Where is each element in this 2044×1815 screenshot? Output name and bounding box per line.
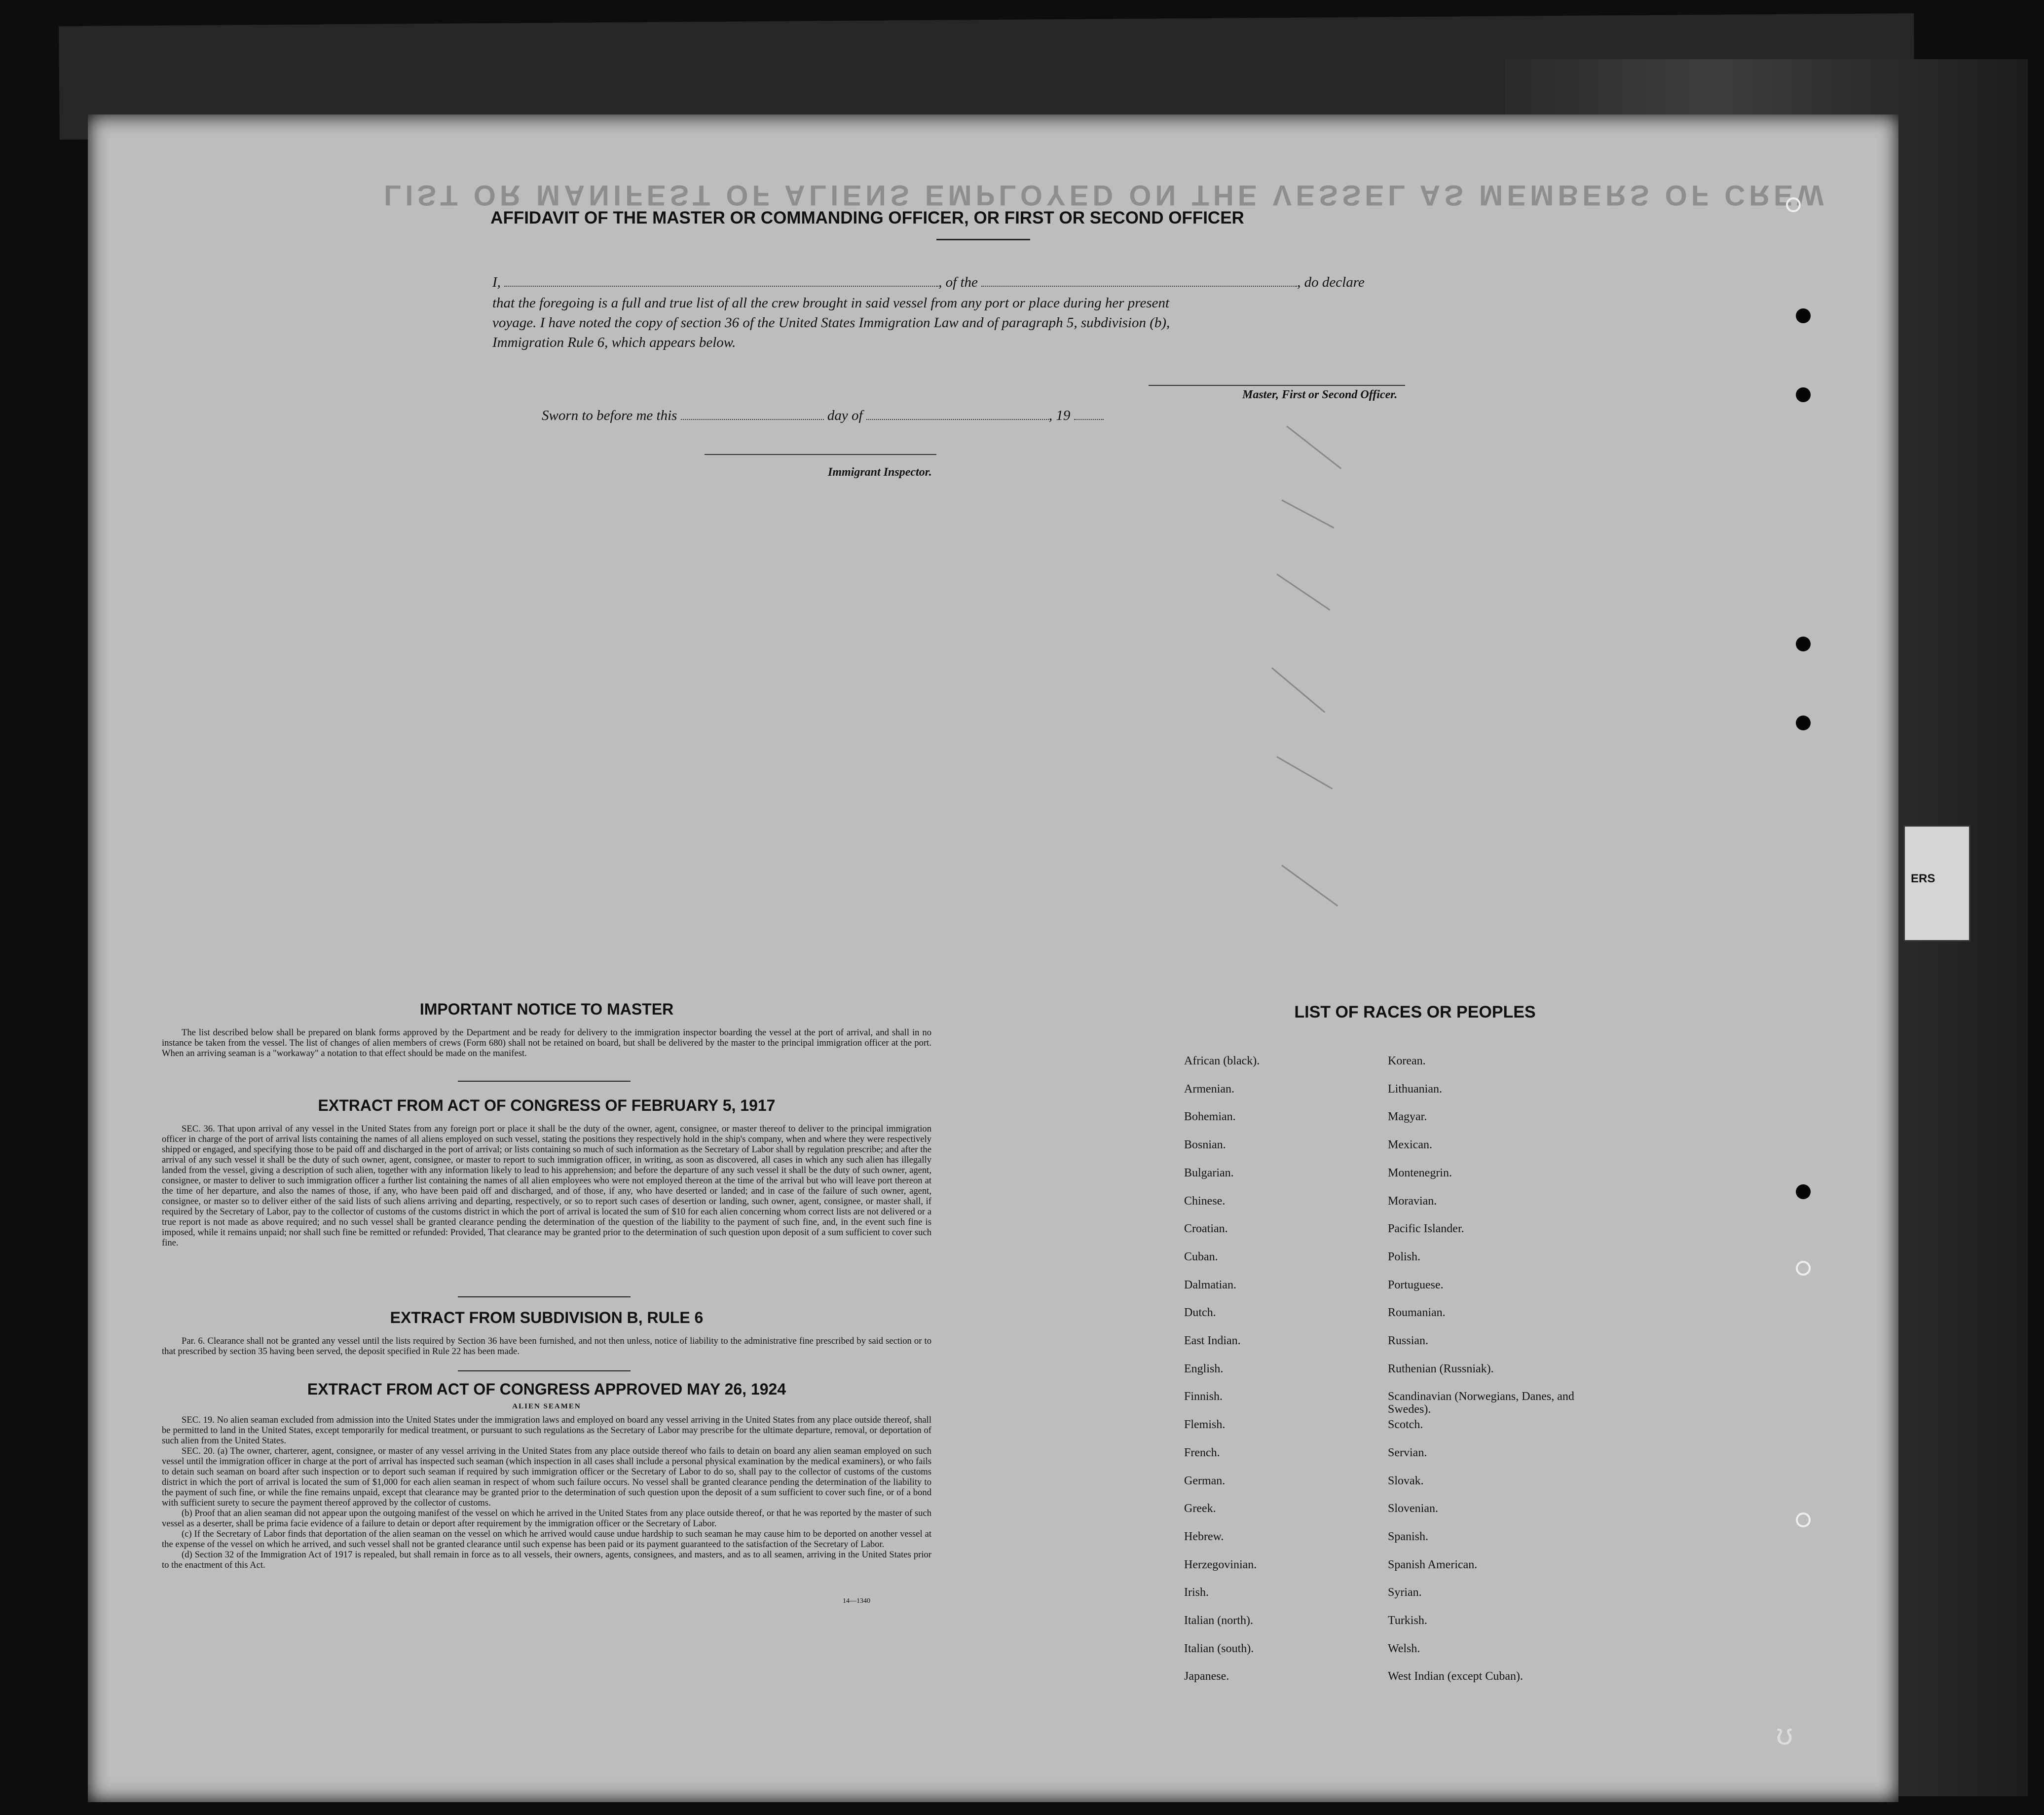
pen-mark bbox=[1281, 499, 1334, 529]
race-item: Scandinavian (Norwegians, Danes, and Swedes). bbox=[1388, 1390, 1574, 1416]
bleed-through-title: LIST OR MANIFEST OF ALIENS EMPLOYED ON THE VESSEL AS MEMBERS OF CREW bbox=[384, 179, 1828, 211]
race-item: East Indian. bbox=[1184, 1334, 1241, 1347]
race-item: Greek. bbox=[1184, 1502, 1216, 1515]
race-item: Korean. bbox=[1388, 1055, 1426, 1067]
race-item: Finnish. bbox=[1184, 1390, 1223, 1403]
extract-1917-text: SEC. 36. That upon arrival of any vessel in the United States from any foreign port or place it shall be the duty of the owner, agent, consignee, or master thereof to deliver to the principal immigration officer in charge of the port of arrival lists containing the names of all aliens employed on such vessel, stating the positions they respectively hold in the ship's company, when and where they were respectively shipped or engaged, and specifying those to be paid off and discharged in the port of arrival; or lists containing so much of such information as the Secretary of Labor shall by regulation prescribe; and after the arrival of any such vessel it shall be the duty of such owner, agent, consignee, or master to report to such immigration officer, in writing, as soon as discovered, all cases in which any such alien has illegally landed from the vessel, giving a description of such alien, together with any information likely to lead to his apprehension; and before the departure of any such vessel it shall be the duty of such owner, agent, consignee, or master to deliver to such immigration officer a further list containing the names of all alien employees who were not employed thereon at the time of the arrival but who will leave port thereon at the time of her departure, and also the names of those, if any, who have been paid off and discharged, and of those, if any, who have deserted or landed; and in case of the failure of such owner, agent, consignee, or master so to deliver either of the said lists of such aliens arriving and departing, respectively, or so to report such cases of desertion or landing, such owner, agent, consignee, or master shall, if required by the Secretary of Labor, pay to the collector of customs of the customs district in which the port of arrival is located the sum of $10 for each alien concerning whom correct lists are not delivered or a true report is not made as above required; and no such vessel shall be granted clearance pending the determination of the question of the liability to the payment of such fine, and, in the event such fine is imposed, while it remains unpaid; nor shall such fine be remitted or refunded: Provided, That clearance may be granted prior to the determination of such question upon deposit of a sum sufficient to cover such fine. bbox=[162, 1124, 931, 1248]
binder-hole bbox=[1796, 387, 1811, 402]
race-item: Scotch. bbox=[1388, 1418, 1423, 1432]
race-item: Spanish. bbox=[1388, 1530, 1429, 1543]
affidavit-line2: that the foregoing is a full and true list of all the crew brought in said vessel from any port or place during her present bbox=[492, 295, 1170, 311]
sworn-year-field[interactable] bbox=[1074, 408, 1104, 420]
race-item: Lithuanian. bbox=[1388, 1082, 1442, 1096]
race-item: Herzegovinian. bbox=[1184, 1558, 1257, 1571]
races-title: LIST OF RACES OR PEOPLES bbox=[1294, 1003, 1536, 1021]
race-item: Welsh. bbox=[1388, 1642, 1420, 1655]
extract-1924-title: EXTRACT FROM ACT OF CONGRESS APPROVED MAY 26, 1924 bbox=[307, 1380, 786, 1398]
notice-title: IMPORTANT NOTICE TO MASTER bbox=[419, 1000, 674, 1018]
race-item: German. bbox=[1184, 1474, 1226, 1487]
pen-mark bbox=[1271, 667, 1325, 713]
race-item: French. bbox=[1184, 1446, 1220, 1459]
inspector-caption: Immigrant Inspector. bbox=[828, 466, 932, 479]
master-name-field[interactable] bbox=[504, 275, 938, 287]
sworn-line: Sworn to before me this day of , 19 bbox=[542, 406, 1104, 425]
alien-seamen-subtitle: ALIEN SEAMEN bbox=[512, 1402, 581, 1410]
form-number: 14—1340 bbox=[843, 1597, 870, 1605]
race-item: Bulgarian. bbox=[1184, 1166, 1234, 1179]
pen-mark bbox=[1281, 865, 1338, 907]
binder-hole bbox=[1796, 1261, 1811, 1276]
race-item: Roumanian. bbox=[1388, 1306, 1446, 1320]
race-item: African (black). bbox=[1184, 1055, 1260, 1067]
race-item: Polish. bbox=[1388, 1250, 1421, 1263]
binder-hole bbox=[1796, 1184, 1811, 1199]
sworn-day-field[interactable] bbox=[681, 408, 824, 420]
binder-hole bbox=[1796, 716, 1811, 730]
master-signature-line[interactable] bbox=[1149, 385, 1405, 386]
race-item: Armenian. bbox=[1184, 1082, 1234, 1096]
title-rule bbox=[936, 239, 1030, 240]
race-item: Mexican. bbox=[1388, 1138, 1432, 1152]
binder-hole bbox=[1796, 308, 1811, 323]
corner-mark: ʊ bbox=[1776, 1718, 1793, 1751]
master-caption: Master, First or Second Officer. bbox=[1242, 388, 1398, 401]
side-tab: ERS bbox=[1903, 825, 1970, 942]
race-item: Turkish. bbox=[1388, 1614, 1427, 1627]
race-item: Slovenian. bbox=[1388, 1502, 1438, 1515]
affidavit-line1: I, , of the , do declare bbox=[492, 274, 1365, 290]
pen-mark bbox=[1286, 425, 1341, 469]
race-item: Hebrew. bbox=[1184, 1530, 1224, 1543]
section-rule bbox=[458, 1370, 631, 1371]
race-item: Irish. bbox=[1184, 1586, 1209, 1599]
section-rule bbox=[458, 1296, 631, 1297]
race-item: Croatian. bbox=[1184, 1222, 1228, 1236]
race-item: Russian. bbox=[1388, 1334, 1429, 1347]
race-item: Bohemian. bbox=[1184, 1110, 1236, 1124]
race-item: Dutch. bbox=[1184, 1306, 1216, 1320]
binder-hole bbox=[1796, 1512, 1811, 1527]
notice-text: The list described below shall be prepared on blank forms approved by the Department and be ready for delivery to the immigration inspector boarding the vessel at the port of arrival, and shall in no instance be taken from the vessel. The list of changes of alien members of crews (Form 680) shall not be retained on board, but shall be delivered by the master to the principal immigration officer at the port. When an arriving seaman is a "workaway" a notation to that effect should be made on the manifest. bbox=[162, 1027, 931, 1059]
rule6-title: EXTRACT FROM SUBDIVISION B, RULE 6 bbox=[390, 1309, 704, 1326]
pen-mark bbox=[1276, 573, 1330, 610]
binder-hole bbox=[1796, 637, 1811, 651]
vessel-name-field[interactable] bbox=[981, 275, 1297, 287]
race-item: Montenegrin. bbox=[1388, 1166, 1452, 1179]
race-item: English. bbox=[1184, 1362, 1224, 1375]
race-item: Japanese. bbox=[1184, 1670, 1229, 1683]
race-item: West Indian (except Cuban). bbox=[1388, 1670, 1523, 1683]
inspector-signature-line[interactable] bbox=[705, 454, 936, 455]
race-item: Ruthenian (Russniak). bbox=[1388, 1362, 1494, 1375]
extract-1924-text: SEC. 19. No alien seaman excluded from admission into the United States under the immigration laws and employed on board any vessel arriving in the United States from any place outside thereof, shall be permitted to land in the United States, except temporarily for medical treatment, or pursuant to such regulations as the Secretary of Labor may prescribe for the ultimate departure, removal, or deportation of such alien from the United States. SEC. 20. (a) The owner, charterer, agent, consignee, or master of any vessel arriving in the United States from any place outside thereof who fails to detain on board any alien seaman employed on such vessel until the immigration officer in charge at the port of arrival has inspected such seaman (which inspection in all cases shall include a personal physical examination by the medical examiners), or who fails to detain such seaman on board after such inspection or to deport such seaman if required by such immigration officer or the Secretary of Labor to do so, shall pay to the collector of customs of the customs district in which the port of arrival is located the sum of $1,000 for each alien seaman in respect of whom such failure occurs. No vessel shall be granted clearance pending the determination of the liability to the payment of such fine, or while the fine remains unpaid, except that clearance may be granted prior to the determination of such question upon the deposit of a sum sufficient to cover such fine, or of a bond with sufficient surety to secure the payment thereof approved by the collector of customs. (b) Proof that an alien seaman did not appear upon the outgoing manifest of the vessel on which he arrived in the United States from any place outside thereof, or that he was reported by the master of such vessel as a deserter, shall be prima facie evidence of a failure to detain or deport after requirement by the immigration officer or the Secretary of Labor. (c) If the Secretary of Labor finds that deportation of the alien seaman on the vessel on which he arrived would cause undue hardship to such seaman he may cause him to be deported on another vessel at the expense of the vessel on which he arrived, and such vessel shall not be granted clearance until such expense has been paid or its payment guaranteed to the satisfaction of the Secretary of Labor. (d) Section 32 of the Immigration Act of 1917 is repealed, but shall remain in force as to all vessels, their owners, agents, consignees, and masters, and as to all seamen, arriving in the United States prior to the enactment of this Act. bbox=[162, 1415, 931, 1570]
sworn-month-field[interactable] bbox=[866, 408, 1049, 420]
affidavit-line3: voyage. I have noted the copy of section 36 of the United States Immigration Law and of paragraph 5, subdivision (b), bbox=[492, 315, 1170, 331]
race-item: Pacific Islander. bbox=[1388, 1222, 1464, 1236]
affidavit-line4: Immigration Rule 6, which appears below. bbox=[492, 335, 736, 350]
race-item: Moravian. bbox=[1388, 1194, 1437, 1208]
race-item: Servian. bbox=[1388, 1446, 1427, 1459]
race-item: Chinese. bbox=[1184, 1194, 1226, 1208]
race-item: Spanish American. bbox=[1388, 1558, 1478, 1571]
race-item: Portuguese. bbox=[1388, 1278, 1444, 1291]
pen-mark bbox=[1276, 756, 1333, 790]
race-item: Bosnian. bbox=[1184, 1138, 1226, 1152]
affidavit-title: AFFIDAVIT OF THE MASTER OR COMMANDING OFFICER, OR FIRST OR SECOND OFFICER bbox=[490, 208, 1244, 227]
race-item: Italian (south). bbox=[1184, 1642, 1254, 1655]
rule6-text: Par. 6. Clearance shall not be granted any vessel until the lists required by Section 36 have been furnished, and not then unless, notice of liability to the administrative fine prescribed by said section or to that prescribed by section 35 having been served, the deposit specified in Rule 22 has been made. bbox=[162, 1336, 931, 1357]
binder-hole bbox=[1786, 197, 1801, 212]
race-item: Syrian. bbox=[1388, 1586, 1422, 1599]
race-item: Magyar. bbox=[1388, 1110, 1427, 1124]
extract-1917-title: EXTRACT FROM ACT OF CONGRESS OF FEBRUARY 5, 1917 bbox=[318, 1097, 776, 1114]
race-item: Flemish. bbox=[1184, 1418, 1226, 1432]
race-item: Slovak. bbox=[1388, 1474, 1424, 1487]
section-rule bbox=[458, 1081, 631, 1082]
race-item: Dalmatian. bbox=[1184, 1278, 1236, 1291]
race-item: Italian (north). bbox=[1184, 1614, 1253, 1627]
manifest-page bbox=[88, 114, 1935, 1802]
race-item: Cuban. bbox=[1184, 1250, 1218, 1263]
